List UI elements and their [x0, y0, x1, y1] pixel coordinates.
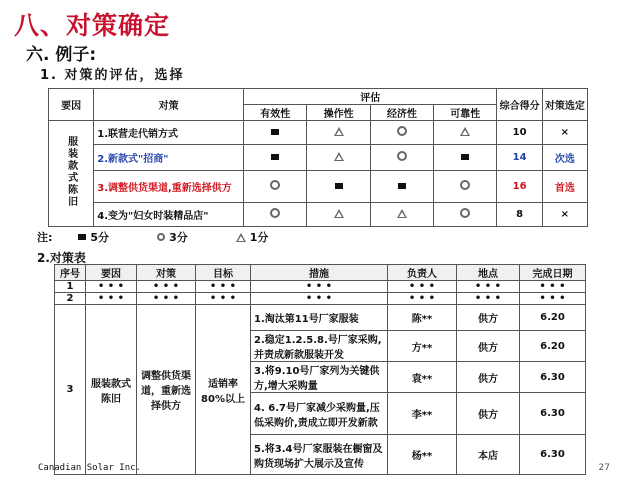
- header-reliability: 可靠性: [434, 105, 497, 121]
- plan-owner: 陈**: [388, 305, 457, 331]
- plan-action: 3.将9.10号厂家列为关键供方,增大采购量: [251, 362, 388, 393]
- triangle-icon: [236, 233, 246, 242]
- eval-row: [49, 145, 588, 171]
- header-no: 序号: [55, 265, 86, 281]
- legend-square-label: 5分: [90, 231, 110, 244]
- eval-selected: ×: [542, 121, 587, 145]
- placeholder-dots: • • •: [196, 293, 251, 305]
- header-cause: 要因: [49, 89, 94, 121]
- square-icon: [271, 129, 279, 135]
- triangle-icon: [460, 127, 470, 136]
- square-icon: [78, 234, 86, 240]
- row-no: 2: [55, 293, 86, 305]
- header-operability: 操作性: [307, 105, 370, 121]
- placeholder-dots: • • •: [137, 281, 196, 293]
- plan-target: 适销率80%以上: [196, 305, 251, 475]
- plan-owner: 方**: [388, 331, 457, 362]
- placeholder-dots: • • •: [251, 293, 388, 305]
- square-icon: [335, 183, 343, 189]
- circle-icon: [460, 180, 470, 190]
- header-measure: 对策: [137, 265, 196, 281]
- mark-cell: [307, 171, 370, 203]
- header-location: 地点: [457, 265, 520, 281]
- eval-selected: ×: [542, 203, 587, 227]
- page-number: 27: [598, 463, 610, 473]
- legend-circle-label: 3分: [169, 231, 188, 244]
- square-icon: [398, 183, 406, 189]
- plan-cause: 服装款式陈旧: [86, 305, 137, 475]
- subsection-heading-plan: 2.对策表: [37, 251, 86, 265]
- legend-triangle-label: 1分: [249, 231, 269, 244]
- plan-owner: 袁**: [388, 362, 457, 393]
- plan-date: 6.30: [520, 362, 586, 393]
- mark-cell: [434, 145, 497, 171]
- page-title: 八、对策确定: [14, 11, 171, 40]
- circle-icon: [270, 180, 280, 190]
- mark-cell: [370, 121, 433, 145]
- triangle-icon: [334, 152, 344, 161]
- placeholder-dots: • • •: [86, 293, 137, 305]
- plan-action: 4. 6.7号厂家减少采购量,压低采购价,责成立即开发新款: [251, 393, 388, 435]
- placeholder-dots: • • •: [457, 281, 520, 293]
- placeholder-dots: • • •: [520, 293, 586, 305]
- footer-company: Canadian Solar Inc.: [38, 463, 141, 473]
- plan-table: [54, 264, 586, 475]
- eval-score: 14: [497, 145, 542, 171]
- mark-cell: [370, 203, 433, 227]
- plan-row: [55, 305, 586, 331]
- triangle-icon: [334, 127, 344, 136]
- eval-measure: 4.变为"妇女时装精品店": [94, 203, 244, 227]
- header-economy: 经济性: [370, 105, 433, 121]
- header-cause: 要因: [86, 265, 137, 281]
- header-completion: 完成日期: [520, 265, 586, 281]
- plan-date: 6.20: [520, 305, 586, 331]
- circle-icon: [397, 151, 407, 161]
- eval-row: [49, 203, 588, 227]
- eval-selected: 首选: [542, 171, 587, 203]
- circle-icon: [270, 208, 280, 218]
- header-owner: 负责人: [388, 265, 457, 281]
- eval-measure: 2.新款式"招商": [94, 145, 244, 171]
- legend-note: 注:: [37, 231, 53, 244]
- mark-cell: [370, 171, 433, 203]
- plan-owner: 杨**: [388, 435, 457, 475]
- row-no: 3: [55, 305, 86, 475]
- placeholder-dots: • • •: [388, 293, 457, 305]
- plan-measure: 调整供货渠道，重新选择供方: [137, 305, 196, 475]
- plan-row: [55, 293, 586, 305]
- eval-row: [49, 171, 588, 203]
- plan-action: 1.淘汰第11号厂家服装: [251, 305, 388, 331]
- eval-cause-cell: 服装款式陈旧: [49, 121, 94, 227]
- legend: [37, 229, 268, 245]
- eval-measure: 1.联营走代销方式: [94, 121, 244, 145]
- header-effectiveness: 有效性: [244, 105, 307, 121]
- header-measure: 对策: [94, 89, 244, 121]
- circle-icon: [397, 126, 407, 136]
- plan-location: 供方: [457, 393, 520, 435]
- evaluation-table: [48, 88, 588, 227]
- eval-score: 10: [497, 121, 542, 145]
- placeholder-dots: • • •: [86, 281, 137, 293]
- header-selected: 对策选定: [542, 89, 587, 121]
- header-evaluation: 评估: [244, 89, 497, 105]
- placeholder-dots: • • •: [137, 293, 196, 305]
- section-heading: 六. 例子:: [26, 45, 97, 65]
- placeholder-dots: • • •: [520, 281, 586, 293]
- plan-date: 6.30: [520, 435, 586, 475]
- mark-cell: [434, 203, 497, 227]
- placeholder-dots: • • •: [388, 281, 457, 293]
- mark-cell: [244, 121, 307, 145]
- row-no: 1: [55, 281, 86, 293]
- plan-row: [55, 281, 586, 293]
- mark-cell: [244, 203, 307, 227]
- eval-measure: 3.调整供货渠道,重新选择供方: [94, 171, 244, 203]
- eval-row: [49, 121, 588, 145]
- plan-location: 本店: [457, 435, 520, 475]
- eval-score: 8: [497, 203, 542, 227]
- header-actions: 措施: [251, 265, 388, 281]
- mark-cell: [244, 145, 307, 171]
- plan-action: 5.将3.4号厂家服装在橱窗及购货现场扩大展示及宣传: [251, 435, 388, 475]
- triangle-icon: [334, 209, 344, 218]
- plan-owner: 李**: [388, 393, 457, 435]
- circle-icon: [460, 208, 470, 218]
- triangle-icon: [397, 209, 407, 218]
- plan-location: 供方: [457, 305, 520, 331]
- mark-cell: [307, 121, 370, 145]
- placeholder-dots: • • •: [196, 281, 251, 293]
- mark-cell: [434, 171, 497, 203]
- mark-cell: [307, 203, 370, 227]
- circle-icon: [157, 233, 165, 241]
- header-target: 目标: [196, 265, 251, 281]
- placeholder-dots: • • •: [457, 293, 520, 305]
- header-score: 综合得分: [497, 89, 542, 121]
- square-icon: [271, 154, 279, 160]
- plan-action: 2.稳定1.2.5.8.号厂家采购,并责成新款服装开发: [251, 331, 388, 362]
- mark-cell: [434, 121, 497, 145]
- placeholder-dots: • • •: [251, 281, 388, 293]
- eval-selected: 次选: [542, 145, 587, 171]
- plan-date: 6.30: [520, 393, 586, 435]
- eval-score: 16: [497, 171, 542, 203]
- plan-location: 供方: [457, 362, 520, 393]
- plan-date: 6.20: [520, 331, 586, 362]
- mark-cell: [370, 145, 433, 171]
- mark-cell: [244, 171, 307, 203]
- mark-cell: [307, 145, 370, 171]
- subsection-heading-evaluation: 1. 对策的评估，选择: [40, 68, 185, 83]
- square-icon: [461, 154, 469, 160]
- plan-location: 供方: [457, 331, 520, 362]
